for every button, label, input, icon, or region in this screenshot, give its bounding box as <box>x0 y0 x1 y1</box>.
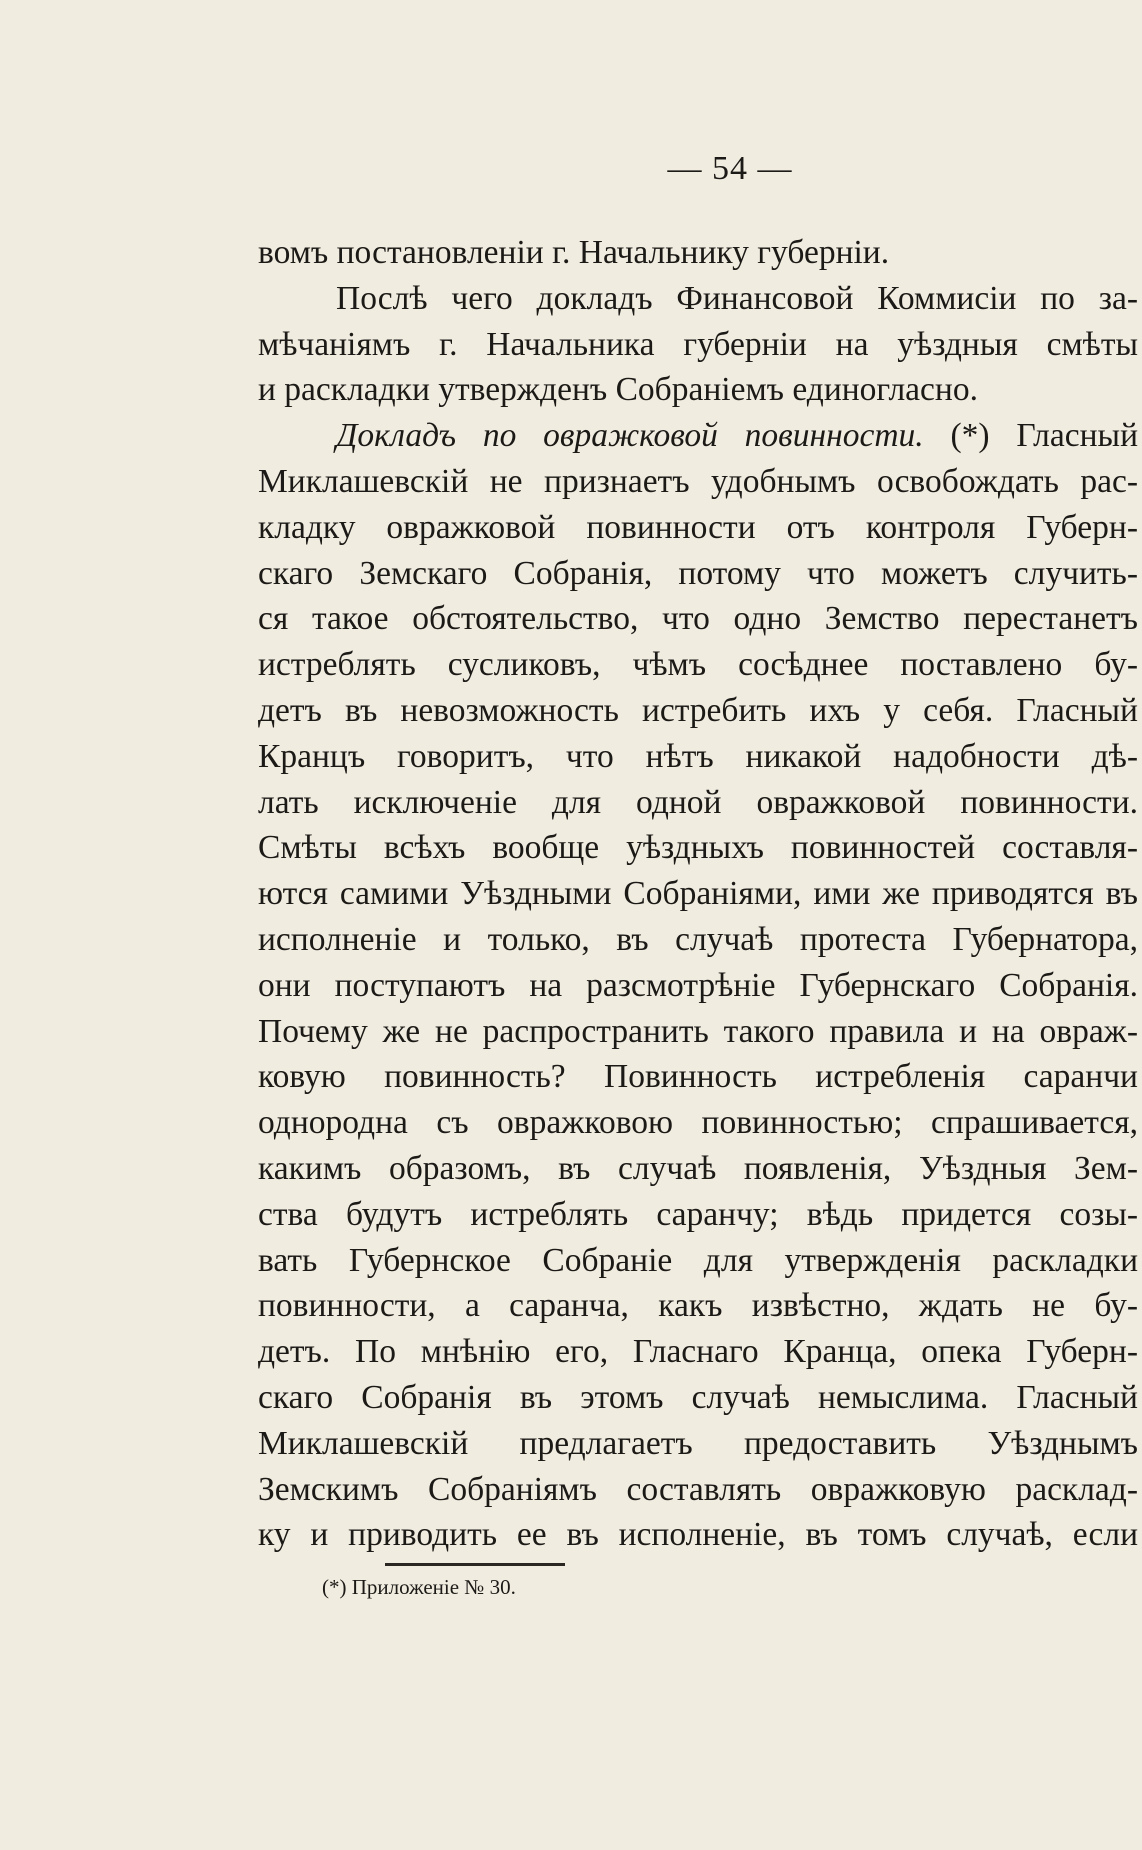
line-text: ку и приводить ее въ исполненіе, въ томъ случаѣ, если <box>258 1516 1138 1554</box>
line-text: истреблять сусликовъ, чѣмъ сосѣднее поставлено бу- <box>258 646 1138 684</box>
line-text: лать исключеніе для одной овражковой повинности. <box>258 783 1138 821</box>
line-text: Почему же не распространить такого правила и на овраж- <box>258 1012 1138 1050</box>
line-text: вать Губернское Собраніе для утвержденія раскладки <box>258 1241 1138 1279</box>
line-text: кладку овражковой повинности отъ контроля Губерн- <box>258 508 1138 546</box>
line-text: исполненіе и только, въ случаѣ протеста Губернатора, <box>258 920 1138 958</box>
text-line <box>258 825 1138 871</box>
text-line <box>258 1146 1138 1192</box>
line-text: Послѣ чего докладъ Финансовой Коммисіи по за- <box>336 279 1138 317</box>
footnote: (*) Приложеніе № 30. <box>322 1575 516 1599</box>
line-text: вомъ постановленіи г. Начальнику губерніи. <box>258 234 890 271</box>
line-text: повинности, а саранча, какъ извѣстно, ждать не бу- <box>258 1287 1138 1325</box>
text-line <box>258 276 1138 322</box>
text-line <box>258 1009 1138 1055</box>
text-line <box>258 230 1138 276</box>
text-line <box>258 1375 1138 1421</box>
text-line <box>258 459 1138 505</box>
text-line <box>258 1421 1138 1467</box>
line-text: Миклашевскій предлагаетъ предоставить Уѣзднымъ <box>258 1424 1138 1462</box>
line-text: Земскимъ Собраніямъ составлять овражковую расклад- <box>258 1470 1138 1508</box>
line-text: скаго Собранія въ этомъ случаѣ немыслима. Гласный <box>258 1378 1138 1416</box>
line-text: однородна съ овражковою повинностью; спрашивается, <box>258 1104 1138 1142</box>
line-text: ства будутъ истреблять саранчу; вѣдь придется созы- <box>258 1195 1138 1233</box>
text-line <box>258 322 1138 368</box>
section-heading: Докладъ по овражковой повинности. <box>336 417 924 455</box>
text-line <box>258 1467 1138 1513</box>
line-text: Смѣты всѣхъ вообще уѣздныхъ повинностей составля- <box>258 829 1138 867</box>
line-text: детъ. По мнѣнію его, Гласнаго Кранца, опека Губерн- <box>258 1333 1138 1371</box>
text-line <box>258 734 1138 780</box>
text-line <box>258 642 1138 688</box>
line-text: и раскладки утвержденъ Собраніемъ единогласно. <box>258 371 978 409</box>
text-line <box>258 551 1138 597</box>
text-line <box>258 688 1138 734</box>
text-line <box>258 780 1138 826</box>
line-text: ются самими Уѣздными Собраніями, ими же приводятся въ <box>258 875 1138 913</box>
text-line <box>258 917 1138 963</box>
text-line <box>258 1512 1138 1558</box>
text-line <box>258 505 1138 551</box>
text-line <box>258 1283 1138 1329</box>
text-line <box>258 596 1138 642</box>
line-text: Кранцъ говоритъ, что нѣтъ никакой надобности дѣ- <box>258 737 1138 775</box>
line-text: детъ въ невозможность истребить ихъ у себя. Гласный <box>258 691 1138 729</box>
line-text: ковую повинность? Повинность истребленія саранчи <box>258 1058 1138 1096</box>
text-line <box>258 413 1138 459</box>
footnote-rule <box>385 1563 565 1566</box>
text-line <box>258 1238 1138 1284</box>
text-line <box>258 1100 1138 1146</box>
line-text: мѣчаніямъ г. Начальника губерніи на уѣздныя смѣты <box>258 325 1138 363</box>
line-text: Миклашевскій не признаетъ удобнымъ освобождать рас- <box>258 462 1138 500</box>
text-line <box>258 1329 1138 1375</box>
line-text: ся такое обстоятельство, что одно Земство перестанетъ <box>258 600 1138 638</box>
line-text: какимъ образомъ, въ случаѣ появленія, Уѣздныя Зем- <box>258 1149 1138 1187</box>
line-text: они поступаютъ на разсмотрѣніе Губернскаго Собранія. <box>258 966 1138 1004</box>
body-text <box>258 230 1138 1558</box>
text-line <box>258 367 1138 413</box>
text-line <box>258 871 1138 917</box>
page-number: — 54 — <box>667 150 793 187</box>
text-line <box>258 1192 1138 1238</box>
text-line <box>258 1054 1138 1100</box>
line-text: (*) Гласный <box>923 417 1138 455</box>
line-text: скаго Земскаго Собранія, потому что можетъ случить- <box>258 554 1138 592</box>
text-line <box>258 963 1138 1009</box>
